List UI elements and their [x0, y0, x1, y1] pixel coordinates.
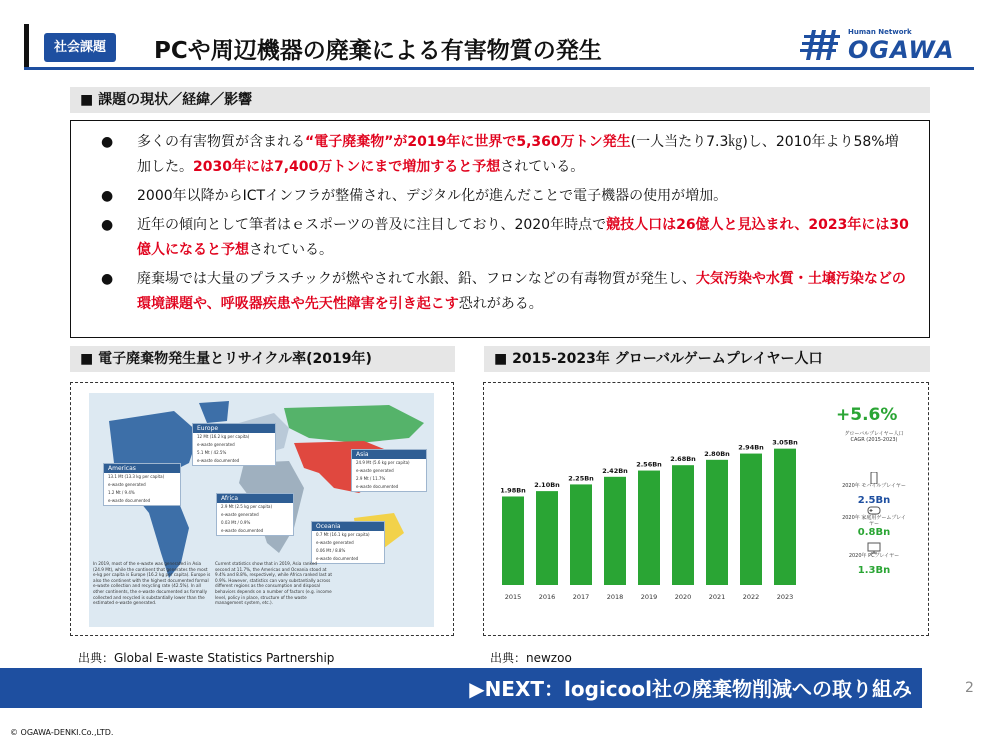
region-greenland: [199, 401, 229, 423]
issues-list: [101, 130, 911, 321]
callout-region-name: Asia: [352, 450, 426, 459]
callout-line: e-waste generated: [356, 468, 394, 473]
monitor-icon: [867, 539, 881, 551]
bullet-text: 恐れがある。: [458, 296, 543, 312]
bar-2020: [672, 465, 694, 585]
x-tick-label: 2016: [538, 593, 556, 601]
bar-data-label: 2.94Bn: [738, 443, 764, 452]
copyright: © OGAWA-DENKI.Co.,LTD.: [10, 728, 114, 737]
players-chart-panel: [483, 382, 929, 636]
page-title: PCや周辺機器の廃棄による有害物質の発生: [154, 38, 602, 64]
breakdown-label: 2020年 モバイルプレイヤー: [842, 483, 906, 489]
callout-line: 2.9 Mt (2.5 kg per capita): [221, 504, 273, 509]
bullet-dot-icon: ●: [101, 134, 114, 150]
bar-2018: [604, 477, 626, 585]
x-tick-label: 2018: [606, 593, 624, 601]
map-callout-oceania: [311, 521, 385, 564]
ewaste-map-panel: [70, 382, 454, 636]
cagr-value: +5.6%: [836, 405, 898, 425]
bar-2016: [536, 491, 558, 585]
callout-line: e-waste documented: [356, 484, 399, 489]
issues-box: [70, 120, 930, 338]
bar-data-label: 2.56Bn: [636, 460, 662, 469]
map-note-right: Current statistics show that in 2019, Asia ranked second at 11.7%, the Americas and Oceania stood at 9.4% and 8.8%, respectively, while Africa ranked last at 0.9%. However, statistics can vary substantially across different regions as the consumption and disposal behaviors depends on a number of factors (e.g. income level, policy in place, structure of the waste management system, etc.).: [215, 561, 333, 606]
callout-region-name: Oceania: [312, 522, 384, 531]
bar-2019: [638, 471, 660, 585]
bar-data-label: 2.42Bn: [602, 466, 628, 475]
callout-line: e-waste documented: [197, 458, 240, 463]
map-callout-europe: [192, 423, 276, 466]
bar-2023: [774, 449, 796, 585]
bullet-text: されている。: [500, 159, 585, 175]
highlight-text: 競技人口は26億人と見込まれ、2023年には30億人になると予想: [137, 217, 909, 258]
source-left: 出典：Global E-waste Statistics Partnership: [78, 651, 335, 665]
callout-line: e-waste generated: [221, 512, 259, 517]
callout-region-name: Americas: [104, 464, 180, 473]
title-left-rule: [24, 24, 29, 70]
breakdown-value: 2.5Bn: [857, 495, 891, 506]
callout-line: 0.7 Mt (16.1 kg per capita): [316, 532, 370, 537]
logo-mark-icon: [800, 28, 846, 62]
callout-line: 2.9 Mt / 11.7%: [356, 476, 386, 481]
issue-bullet: [101, 130, 911, 180]
callout-line: e-waste generated: [108, 482, 146, 487]
source-right: 出典：newzoo: [490, 651, 572, 665]
next-banner[interactable]: [0, 668, 922, 708]
map-callout-americas: [103, 463, 181, 506]
section-header-ewaste: ■ 電子廃棄物発生量とリサイクル率(2019年): [70, 346, 455, 372]
bar-data-label: 2.10Bn: [534, 481, 560, 490]
bullet-text: 近年の傾向として筆者はｅスポーツの普及に注目しており、2020年時点で: [137, 217, 607, 233]
callout-line: e-waste generated: [316, 540, 354, 545]
x-tick-label: 2022: [742, 593, 760, 601]
highlight-text: 大気汚染や水質・土壌汚染などの環境課題や、呼吸器疾患や先天性障害を引き起こす: [137, 271, 906, 312]
bullet-text: 廃棄場では大量のプラスチックが燃やされて水銀、鉛、フロンなどの有毒物質が発生し、: [137, 271, 696, 287]
next-banner-text: ▶NEXT：logicool社の廃棄物削減への取り組み: [469, 677, 912, 701]
callout-line: 5.1 Mt / 42.5%: [197, 450, 227, 455]
cagr-label: グローバルプレイヤー人口 CAGR (2015-2023): [844, 431, 904, 443]
issue-bullet: [101, 184, 911, 209]
x-tick-label: 2020: [674, 593, 692, 601]
breakdown-value: 1.3Bn: [857, 565, 891, 576]
bar-data-label: 3.05Bn: [772, 438, 798, 447]
callout-line: e-waste documented: [221, 528, 264, 533]
bar-2017: [570, 484, 592, 585]
x-tick-label: 2021: [708, 593, 726, 601]
section-header-issues: ■ 課題の現状／経緯／影響: [70, 87, 930, 113]
map-note-left: In 2019, most of the e-waste was generated in Asia (24.9 Mt), while the continent that generates the most e-kg per capita is Europe (16.2 kg per capita). Europe is also the continent with the highest documented formal e-waste collection and recycling rate (42.5%). In all other continents, the e-waste documented as formally collected and recycled is substantially lower than the estimated e-waste generated.: [93, 561, 211, 606]
callout-line: e-waste documented: [316, 556, 359, 561]
title-underline: [24, 67, 974, 70]
callout-line: e-waste documented: [108, 498, 151, 503]
bar-data-label: 2.80Bn: [704, 449, 730, 458]
bullet-text: 2000年以降からICTインフラが整備され、デジタル化が進んだことで電子機器の使用が増加。: [137, 188, 728, 204]
bar-2021: [706, 460, 728, 585]
x-tick-label: 2015: [504, 593, 522, 601]
gamepad-icon: [867, 501, 881, 513]
x-tick-label: 2023: [776, 593, 794, 601]
callout-region-name: Europe: [193, 424, 275, 433]
bullet-text: されている。: [249, 242, 333, 258]
bullet-dot-icon: ●: [101, 271, 114, 287]
bar-2015: [502, 496, 524, 585]
section-header-players: ■ 2015-2023年 グローバルゲームプレイヤー人口: [484, 346, 930, 372]
callout-line: 0.06 Mt / 8.8%: [316, 548, 346, 553]
bar-data-label: 2.68Bn: [670, 455, 696, 464]
mobile-icon: [867, 469, 881, 481]
breakdown-value: 0.8Bn: [857, 527, 891, 538]
logo-text: OGAWA: [848, 36, 955, 64]
callout-line: 1.2 Mt / 9.4%: [108, 490, 135, 495]
page-number: 2: [965, 680, 974, 696]
issue-bullet: [101, 267, 911, 317]
callout-line: 24.9 Mt (5.6 kg per capita): [356, 460, 410, 465]
logo-tagline: Human Network: [848, 28, 912, 36]
bar-data-label: 2.25Bn: [568, 474, 594, 483]
ogawa-logo: [800, 28, 972, 66]
bullet-text: (一人当たり7.3㎏)し、2010年より58%増加した。: [137, 134, 899, 175]
highlight-text: “電子廃棄物”が2019年に世界で5,360万トン発生: [305, 134, 631, 150]
callout-line: 13.1 Mt (13.3 kg per capita): [108, 474, 165, 479]
bullet-text: 多くの有害物質が含まれる: [137, 134, 305, 150]
callout-line: e-waste generated: [197, 442, 235, 447]
bullet-dot-icon: ●: [101, 217, 114, 233]
callout-line: 12 Mt (16.2 kg per capita): [197, 434, 250, 439]
category-tag: 社会課題: [44, 33, 116, 62]
x-tick-label: 2019: [640, 593, 658, 601]
bar-2022: [740, 454, 762, 585]
callout-region-name: Africa: [217, 494, 293, 503]
map-callout-asia: [351, 449, 427, 492]
bar-data-label: 1.98Bn: [500, 486, 526, 495]
x-tick-label: 2017: [572, 593, 590, 601]
map-callout-africa: [216, 493, 294, 536]
highlight-text: 2030年には7,400万トンにまで増加すると予想: [193, 159, 501, 175]
callout-line: 0.03 Mt / 0.9%: [221, 520, 251, 525]
breakdown-label: 2020年 PCプレイヤー: [848, 553, 900, 559]
issue-bullet: [101, 213, 911, 263]
ewaste-world-map: [89, 393, 434, 627]
bullet-dot-icon: ●: [101, 188, 114, 204]
breakdown-label: 2020年 家庭用ゲームプレイヤー: [842, 515, 906, 527]
region-north-asia: [284, 405, 424, 443]
